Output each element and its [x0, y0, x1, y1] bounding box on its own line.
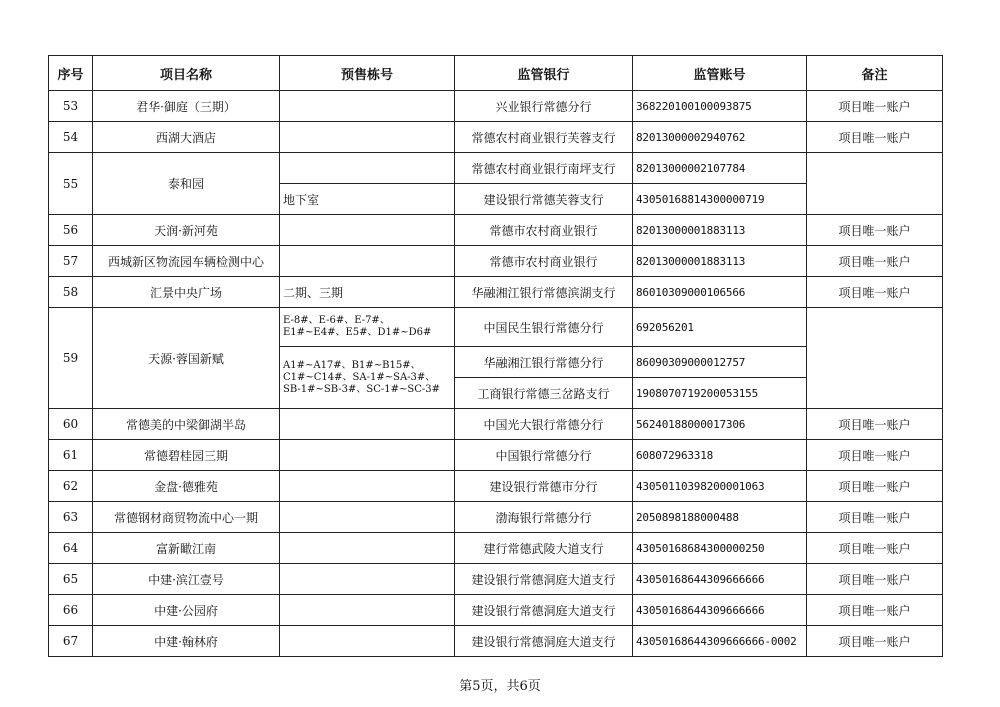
- table-row: [49, 153, 943, 184]
- remark-cell: 项目唯一账户: [807, 595, 943, 626]
- project-name-cell: 中建·翰林府: [93, 626, 280, 657]
- remark-cell: 项目唯一账户: [807, 122, 943, 153]
- project-name-cell: 中建·滨江壹号: [93, 564, 280, 595]
- table-body: [49, 91, 943, 657]
- header-remarks: 备注: [807, 56, 943, 91]
- table-row: [49, 277, 943, 308]
- account-cell: 43050168684300000250: [633, 533, 807, 564]
- table-row: [49, 215, 943, 246]
- building-cell: [280, 502, 455, 533]
- account-cell: 82013000001883113: [633, 215, 807, 246]
- building-cell: E-8#、E-6#、E-7#、E1#~E4#、E5#、D1#~D6#: [280, 308, 455, 347]
- bank-cell: 建行常德武陵大道支行: [455, 533, 633, 564]
- project-name-cell: 金盘·德雅苑: [93, 471, 280, 502]
- account-cell: 43050168644309666666: [633, 595, 807, 626]
- seq-cell: 58: [49, 277, 93, 308]
- remark-cell: 项目唯一账户: [807, 471, 943, 502]
- table-header-row: [49, 56, 943, 91]
- header-project-name: 项目名称: [93, 56, 280, 91]
- remark-cell: 项目唯一账户: [807, 440, 943, 471]
- project-name-cell: 常德钢材商贸物流中心一期: [93, 502, 280, 533]
- page-footer: 第5页，共6页: [459, 679, 541, 694]
- account-cell: 82013000002107784: [633, 153, 807, 184]
- bank-cell: 渤海银行常德分行: [455, 502, 633, 533]
- remark-cell: 项目唯一账户: [807, 626, 943, 657]
- project-name-cell: 中建·公园府: [93, 595, 280, 626]
- account-cell: 1908070719200053155: [633, 378, 807, 409]
- bank-cell: 工商银行常德三岔路支行: [455, 378, 633, 409]
- supervision-account-table: [48, 55, 943, 657]
- remark-cell: [807, 308, 943, 409]
- project-name-cell: 西城新区物流园车辆检测中心: [93, 246, 280, 277]
- project-name-cell: 天源·蓉国新赋: [93, 308, 280, 409]
- seq-cell: 54: [49, 122, 93, 153]
- seq-cell: 55: [49, 153, 93, 215]
- building-cell: [280, 471, 455, 502]
- account-cell: 82013000001883113: [633, 246, 807, 277]
- building-cell: [280, 533, 455, 564]
- remark-cell: 项目唯一账户: [807, 91, 943, 122]
- building-cell: [280, 246, 455, 277]
- account-cell: 43050168644309666666: [633, 564, 807, 595]
- building-cell: [280, 91, 455, 122]
- bank-cell: 建设银行常德芙蓉支行: [455, 184, 633, 215]
- building-cell: [280, 153, 455, 184]
- table-row: [49, 122, 943, 153]
- account-cell: 608072963318: [633, 440, 807, 471]
- seq-cell: 63: [49, 502, 93, 533]
- table-row: [49, 308, 943, 347]
- table-row: [49, 471, 943, 502]
- building-cell: [280, 215, 455, 246]
- building-cell: [280, 626, 455, 657]
- seq-cell: 60: [49, 409, 93, 440]
- bank-cell: 兴业银行常德分行: [455, 91, 633, 122]
- seq-cell: 57: [49, 246, 93, 277]
- account-cell: 43050168644309666666-0002: [633, 626, 807, 657]
- table-row: [49, 409, 943, 440]
- building-cell: 二期、三期: [280, 277, 455, 308]
- bank-cell: 常德市农村商业银行: [455, 246, 633, 277]
- remark-cell: [807, 153, 943, 215]
- account-cell: 368220100100093875: [633, 91, 807, 122]
- seq-cell: 62: [49, 471, 93, 502]
- table-row: [49, 440, 943, 471]
- seq-cell: 66: [49, 595, 93, 626]
- bank-cell: 常德市农村商业银行: [455, 215, 633, 246]
- bank-cell: 建设银行常德洞庭大道支行: [455, 595, 633, 626]
- account-cell: 86010309000106566: [633, 277, 807, 308]
- project-name-cell: 富新瞰江南: [93, 533, 280, 564]
- account-cell: 43050110398200001063: [633, 471, 807, 502]
- table-row: [49, 91, 943, 122]
- bank-cell: 华融湘江银行常德滨湖支行: [455, 277, 633, 308]
- project-name-cell: 君华·御庭（三期）: [93, 91, 280, 122]
- remark-cell: 项目唯一账户: [807, 533, 943, 564]
- account-cell: 82013000002940762: [633, 122, 807, 153]
- seq-cell: 65: [49, 564, 93, 595]
- project-name-cell: 天润·新河苑: [93, 215, 280, 246]
- project-name-cell: 西湖大酒店: [93, 122, 280, 153]
- bank-cell: 建设银行常德洞庭大道支行: [455, 564, 633, 595]
- account-cell: 692056201: [633, 308, 807, 347]
- table-row: [49, 502, 943, 533]
- project-name-cell: 常德美的中梁御湖半岛: [93, 409, 280, 440]
- header-seq: 序号: [49, 56, 93, 91]
- bank-cell: 建设银行常德市分行: [455, 471, 633, 502]
- building-cell: 地下室: [280, 184, 455, 215]
- table-row: [49, 626, 943, 657]
- table-row: [49, 533, 943, 564]
- building-cell: [280, 440, 455, 471]
- remark-cell: 项目唯一账户: [807, 409, 943, 440]
- remark-cell: 项目唯一账户: [807, 502, 943, 533]
- remark-cell: 项目唯一账户: [807, 215, 943, 246]
- seq-cell: 59: [49, 308, 93, 409]
- bank-cell: 建设银行常德洞庭大道支行: [455, 626, 633, 657]
- bank-cell: 常德农村商业银行芙蓉支行: [455, 122, 633, 153]
- bank-cell: 中国银行常德分行: [455, 440, 633, 471]
- header-account-number: 监管账号: [633, 56, 807, 91]
- bank-cell: 华融湘江银行常德分行: [455, 347, 633, 378]
- bank-cell: 常德农村商业银行南坪支行: [455, 153, 633, 184]
- seq-cell: 67: [49, 626, 93, 657]
- account-cell: 2050898188000488: [633, 502, 807, 533]
- account-cell: 86090309000012757: [633, 347, 807, 378]
- header-supervising-bank: 监管银行: [455, 56, 633, 91]
- project-name-cell: 常德碧桂园三期: [93, 440, 280, 471]
- project-name-cell: 汇景中央广场: [93, 277, 280, 308]
- building-cell: [280, 564, 455, 595]
- seq-cell: 64: [49, 533, 93, 564]
- bank-cell: 中国光大银行常德分行: [455, 409, 633, 440]
- seq-cell: 56: [49, 215, 93, 246]
- table-row: [49, 564, 943, 595]
- building-cell: A1#~A17#、B1#~B15#、C1#~C14#、SA-1#~SA-3#、SB-1#~SB-3#、SC-1#~SC-3#: [280, 347, 455, 409]
- header-presale-building: 预售栋号: [280, 56, 455, 91]
- account-cell: 43050168814300000719: [633, 184, 807, 215]
- seq-cell: 53: [49, 91, 93, 122]
- table-row: [49, 595, 943, 626]
- project-name-cell: 泰和园: [93, 153, 280, 215]
- account-cell: 56240188000017306: [633, 409, 807, 440]
- building-cell: [280, 122, 455, 153]
- seq-cell: 61: [49, 440, 93, 471]
- bank-cell: 中国民生银行常德分行: [455, 308, 633, 347]
- remark-cell: 项目唯一账户: [807, 564, 943, 595]
- table-row: [49, 246, 943, 277]
- remark-cell: 项目唯一账户: [807, 246, 943, 277]
- remark-cell: 项目唯一账户: [807, 277, 943, 308]
- building-cell: [280, 409, 455, 440]
- building-cell: [280, 595, 455, 626]
